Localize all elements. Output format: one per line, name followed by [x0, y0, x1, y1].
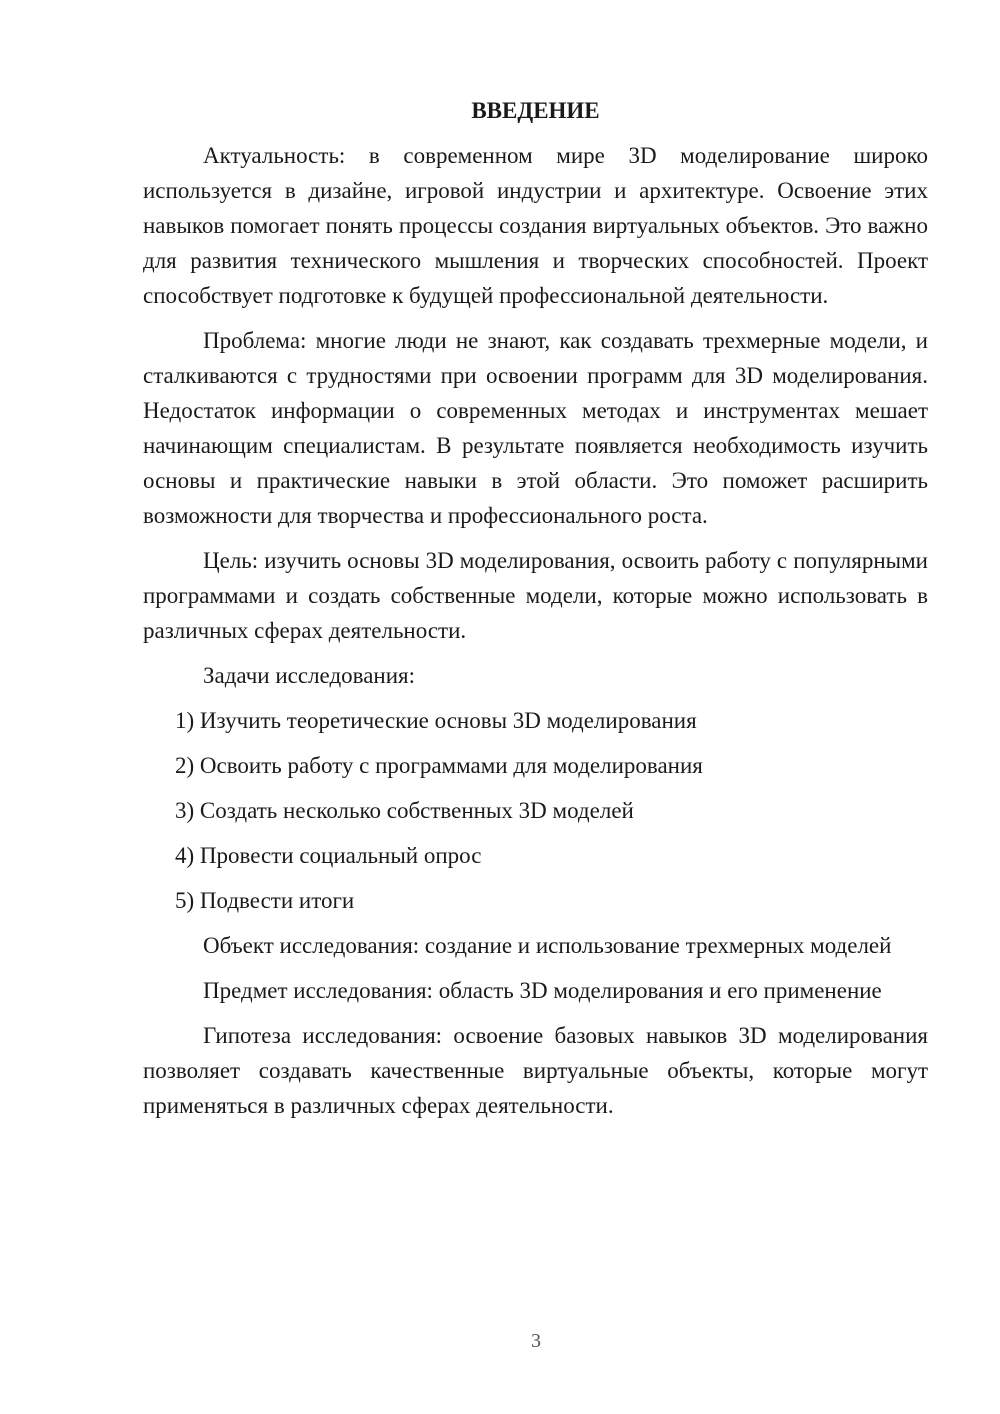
object-paragraph: Объект исследования: создание и использование трехмерных моделей	[203, 933, 892, 958]
hypothesis-paragraph: Гипотеза исследования: освоение базовых навыков 3D моделирования позволяет создавать качественные виртуальные объекты, которые могут применяться в различных сферах деятельности.	[143, 1023, 928, 1118]
page-number: 3	[531, 1330, 541, 1352]
task-item-2: 2) Освоить работу с программами для моделирования	[175, 753, 703, 778]
tasks-title: Задачи исследования:	[203, 663, 416, 688]
section-heading: ВВЕДЕНИЕ	[471, 98, 600, 123]
problem-paragraph: Проблема: многие люди не знают, как создавать трехмерные модели, и сталкиваются с трудностями при освоении программ для 3D моделирования. Недостаток информации о современных методах и инструментах мешает начинающим специалистам. В результате появляется необходимость изучить основы и практические навыки в этой области. Это поможет расширить возможности для творчества и профессионального роста.	[143, 328, 928, 528]
task-item-3: 3) Создать несколько собственных 3D моделей	[175, 798, 634, 823]
relevance-paragraph: Актуальность: в современном мире 3D моделирование широко используется в дизайне, игровой индустрии и архитектуре. Освоение этих навыков помогает понять процессы создания виртуальных объектов. Это важно для развития технического мышления и творческих способностей. Проект способствует подготовке к будущей профессиональной деятельности.	[143, 143, 928, 308]
task-item-1: 1) Изучить теоретические основы 3D моделирования	[175, 708, 697, 733]
goal-paragraph: Цель: изучить основы 3D моделирования, освоить работу с популярными программами и создать собственные модели, которые можно использовать в различных сферах деятельности.	[143, 548, 928, 643]
task-list	[143, 703, 928, 918]
page-content	[143, 93, 928, 1123]
task-item-4: 4) Провести социальный опрос	[175, 843, 482, 868]
task-item-5: 5) Подвести итоги	[175, 888, 355, 913]
subject-paragraph: Предмет исследования: область 3D моделирования и его применение	[203, 978, 882, 1003]
